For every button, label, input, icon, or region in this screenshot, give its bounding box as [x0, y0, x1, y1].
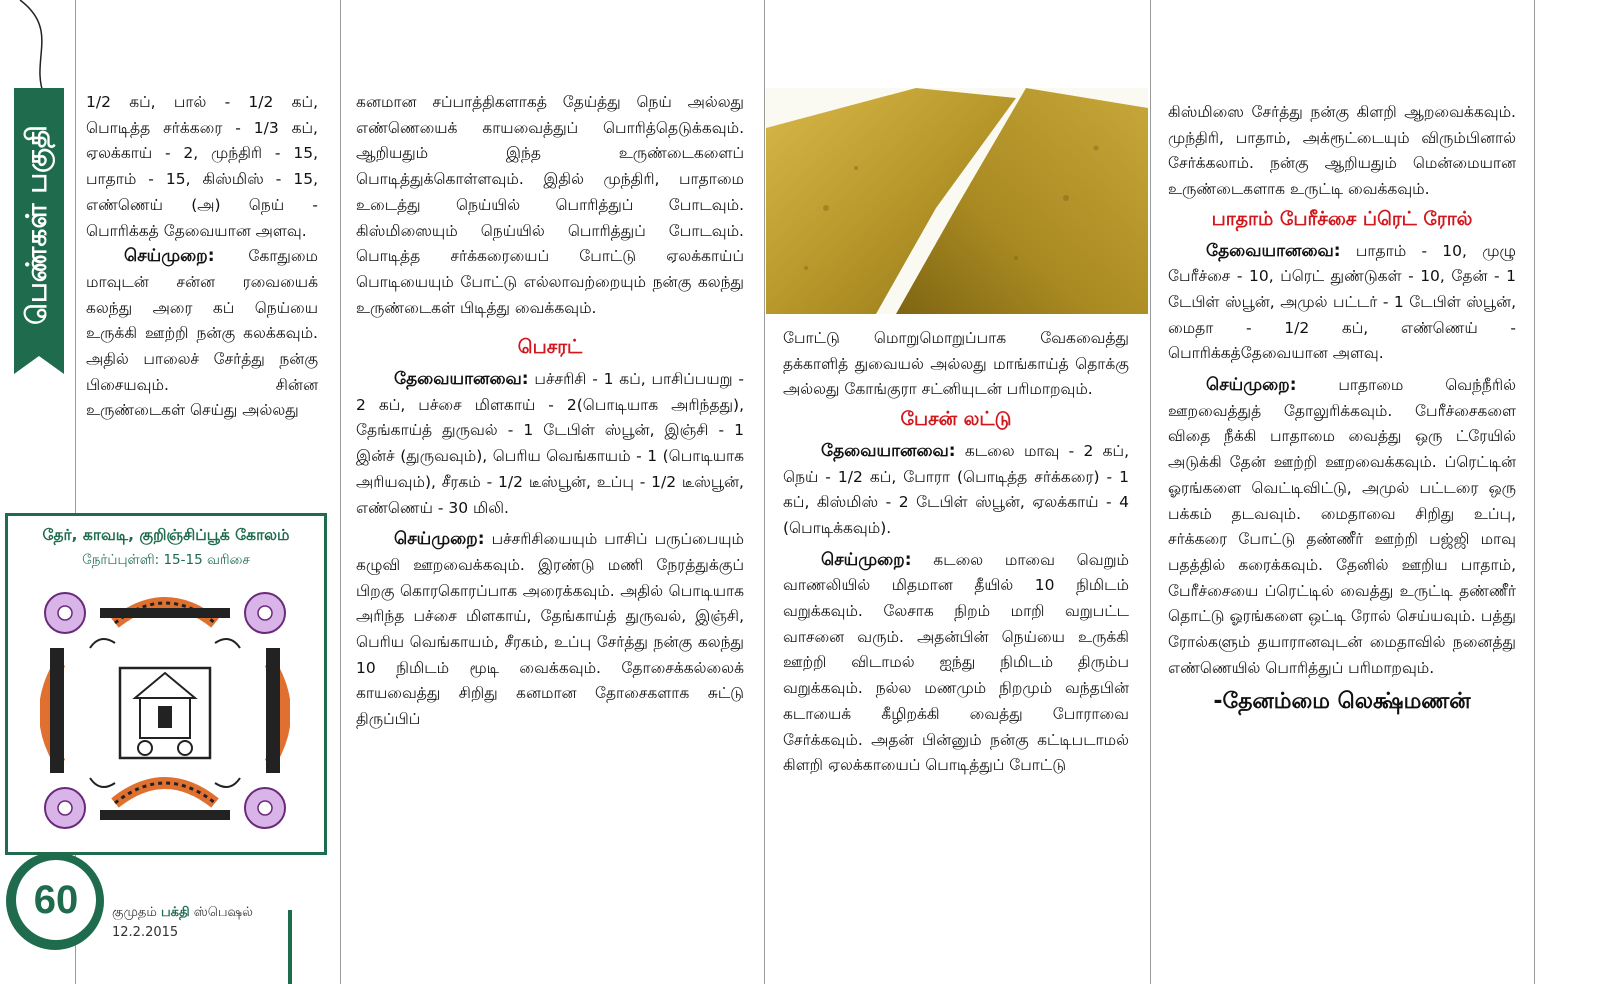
recipe-text: கனமான சப்பாத்திகளாகத் தேய்த்து நெய் அல்லது எண்ணெயைக் காயவைத்துப் பொரித்தெடுக்கவும். ஆறியதும் இந்த உருண்டைகளைப் பொடித்துக்கொள்ளவும். இதில் முந்திரி, பாதாமை உடைத்து நெய்யில் பொரித்துப் போடவும். கிஸ்மிஸையும் நெய்யில் பொரித்துப் போடவும். பொடித்த சர்க்கரையைப் போட்டு ஏலக்காய்ப் பொடியையும் போட்டு எல்லாவற்றையும் நன்கு கலந்து உருண்டைகள் பிடித்து வைக்கவும்.: [356, 93, 744, 317]
ingredients-text: பச்சரிசி - 1 கப், பாசிப்பயறு - 2 கப், பச்சை மிளகாய் - 2(பொடியாக அரிந்தது), தேங்காய்த் துருவல் - 1 டேபிள் ஸ்பூன், இஞ்சி - 1 இன்ச் (துருவவும்), பெரிய வெங்காயம் - 1 (பொடியாக அரியவும்), சீரகம் - 1/2 டீஸ்பூன், உப்பு - 1/2 டீஸ்பூன், எண்ணெய் - 30 மிலி.: [356, 370, 744, 517]
method-text: பாதாமை வெந்நீரில் ஊறவைத்துத் தோலுரிக்கவும். பேரீச்சைகளை விதை நீக்கி பாதாமை வைத்து ஒரு ட்ரேயில் அடுக்கி தேன் ஊற்றி ஊறவைக்கவும். ப்ரெட்டின் ஓரங்களை வெட்டிவிட்டு, அமுல் பட்டரை ஒரு பக்கம் தடவவும். மைதாவை சிறிது உப்பு, சர்க்கரை போட்டு தண்ணீர் ஊற்றி பஜ்ஜி மாவு பதத்தில் கரைக்கவும். தேனில் ஊறிய பாதாம், பேரீச்சையை ப்ரெட்டில் வைத்து உருட்டி தண்ணீர் தொட்டு ஓரங்களை ஒட்டி ரோல் செய்யவும். பத்து ரோல்களும் தயாரானவுடன் மைதாவில் நனைத்து எண்ணெயில் பொரித்துப் பரிமாறவும்.: [1168, 376, 1516, 677]
recipe-text: போட்டு மொறுமொறுப்பாக வேகவைத்து தக்காளித் துவையல் அல்லது மாங்காய்த் தொக்கு அல்லது கோங்குரா சட்னியுடன் பரிமாறவும்.: [783, 329, 1129, 399]
kolam-title: தேர், காவடி, குறிஞ்சிப்பூக் கோலம்: [42, 526, 290, 544]
pesarattu-image: [766, 88, 1148, 314]
column-4: [1168, 100, 1516, 715]
column-rule: [764, 0, 765, 984]
page-number: 60: [16, 860, 96, 940]
publication-suffix: ஸ்பெஷல்: [193, 905, 253, 920]
ingredients-text: கடலை மாவு - 2 கப், நெய் - 1/2 கப், போரா (பொடித்த சர்க்கரை) - 1 கப், கிஸ்மிஸ் - 2 டேபிள் ஸ்பூன், ஏலக்காய் - 4 (பொடிக்கவும்).: [783, 441, 1129, 537]
column-rule: [1534, 0, 1535, 984]
method-text: கோதுமை மாவுடன் சன்ன ரவையைக் கலந்து அரை கப் நெய்யை உருக்கி ஊற்றி நன்கு கலக்கவும். அதில் பாலைச் சேர்த்து நன்கு பிசையவும். சின்ன உருண்டைகள் செய்து அல்லது: [86, 247, 318, 420]
recipe-heading: பாதாம் பேரீச்சை ப்ரெட் ரோல்: [1211, 207, 1473, 230]
ingredients-text: 1/2 கப், பால் - 1/2 கப், பொடித்த சர்க்கரை - 1/3 கப், ஏலக்காய் - 2, முந்திரி - 15, பாதாம் - 15, கிஸ்மிஸ் - 15, எண்ணெய் (அ) நெய் - பொரிக்கத் தேவையான அளவு.: [86, 93, 318, 240]
publication-bar: [288, 910, 292, 984]
ingredients-text: பாதாம் - 10, முழு பேரீச்சை - 10, ப்ரெட் துண்டுகள் - 10, தேன் - 1 டேபிள் ஸ்பூன், அமுல் பட்டர் - 1 டேபிள் ஸ்பூன், மைதா - 1/2 கப், எண்ணெய் - பொரிக்கத்தேவையான அளவு.: [1168, 241, 1516, 363]
method-label: செய்முறை:: [124, 246, 215, 267]
method-text: கடலை மாவை வெறும் வாணலியில் மிதமான தீயில் 10 நிமிடம் வறுக்கவும். லேசாக நிறம் மாறி வறுபட்ட வாசனை வரும். அதன்பின் நெய்யை உருக்கி ஊற்றி விடாமல் ஐந்து நிமிடம் திரும்ப வறுக்கவும். நல்ல மணமும் நிறமும் வந்தபின் கடாயைக் கீழிறக்கி வைத்து போராவை சேர்க்கவும். அதன் பின்னும் நன்கு கட்டிபடாமல் கிளறி ஏலக்காயைப் பொடித்துப் போட்டு: [783, 550, 1129, 775]
kolam-box: [5, 513, 327, 855]
publication-date: 12.2.2015: [112, 925, 179, 940]
method-label: செய்முறை:: [1206, 375, 1297, 396]
publication-bold: பக்தி: [160, 905, 190, 920]
method-label: செய்முறை:: [821, 549, 912, 570]
food-photo: [766, 88, 1148, 314]
column-3: [783, 326, 1129, 779]
recipe-heading: பெசரட்: [517, 336, 583, 359]
column-1: [86, 90, 318, 424]
column-rule: [340, 0, 341, 984]
column-2: [356, 90, 744, 733]
method-label: செய்முறை:: [394, 529, 485, 550]
recipe-heading: பேசன் லட்டு: [900, 408, 1012, 431]
publication-name: [112, 905, 253, 921]
section-title: பெண்கள் பகுதி: [20, 125, 53, 325]
kolam-drawing: [40, 588, 290, 838]
author-name: -தேனம்மை லெக்ஷ்மணன்: [1213, 689, 1471, 715]
ingredients-label: தேவையானவை:: [1206, 240, 1341, 261]
column-rule: [1150, 0, 1151, 984]
ingredients-label: தேவையானவை:: [394, 369, 529, 390]
page-number-badge: [6, 852, 104, 950]
publication-title: குமுதம்: [112, 905, 157, 920]
kolam-subtitle: நேர்ப்புள்ளி: 15-15 வரிசை: [82, 552, 250, 568]
method-text: பச்சரிசியையும் பாசிப் பருப்பையும் கழுவி ஊறவைக்கவும். இரண்டு மணி நேரத்துக்குப் பிறகு கொரகொரப்பாக அரைக்கவும். அதில் பொடியாக அரிந்த பச்சை மிளகாய், தேங்காய்த் துருவல், இஞ்சி, பெரிய வெங்காயம், சீரகம், உப்பு சேர்த்து நன்கு கலந்து 10 நிமிடம் மூடி வைக்கவும். தோசைக்கல்லைக் காயவைத்து சிறிது கனமான தோசைகளாக சுட்டு திருப்பிப்: [356, 530, 744, 729]
recipe-text: கிஸ்மிஸை சேர்த்து நன்கு கிளறி ஆறவைக்கவும். முந்திரி, பாதாம், அக்ரூட்டையும் விரும்பினால் சேர்க்கலாம். நன்கு ஆறியதும் மென்மையான உருண்டைகளாக உருட்டி வைக்கவும்.: [1168, 103, 1516, 199]
ingredients-label: தேவையானவை:: [821, 440, 956, 461]
